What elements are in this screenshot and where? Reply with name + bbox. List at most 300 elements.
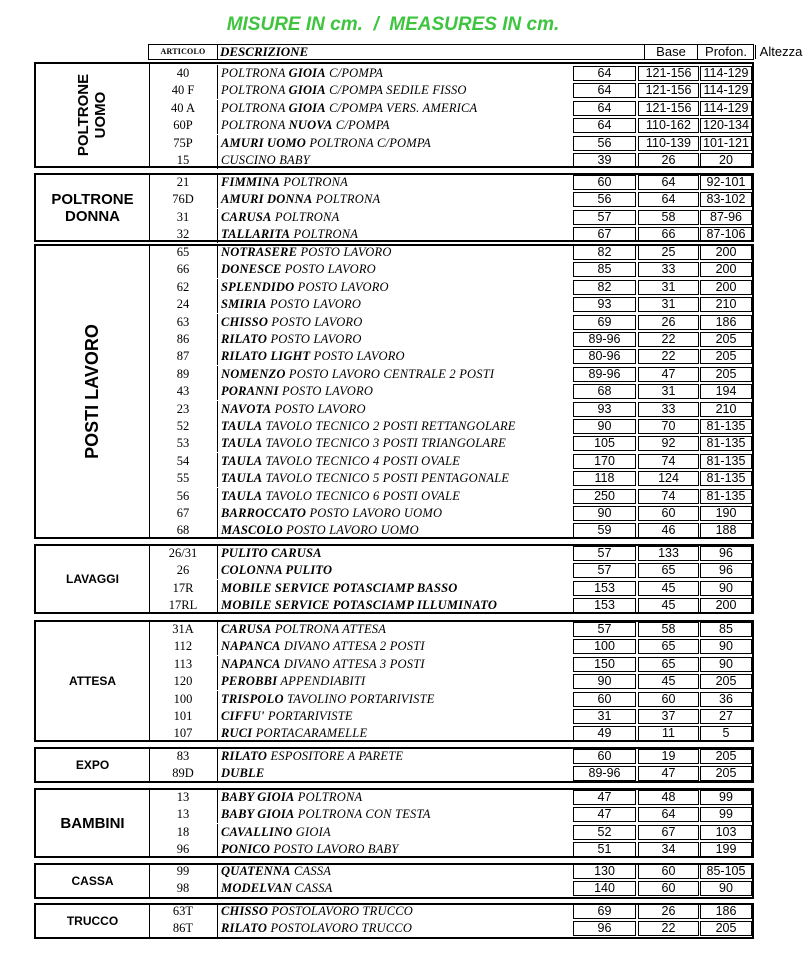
category-label <box>36 546 150 612</box>
article-code: 31A <box>172 622 194 636</box>
product-name: SPLENDIDO <box>221 279 295 294</box>
description <box>217 920 573 937</box>
article-code: 100 <box>173 691 193 706</box>
description-suffix: POLTRONA C/POMPA <box>306 135 431 150</box>
height-value: 96 <box>700 563 752 578</box>
base-value: 93 <box>573 297 636 312</box>
description <box>217 279 573 296</box>
base-value: 57 <box>573 622 636 637</box>
base-value: 64 <box>573 101 636 116</box>
product-name: COLONNA PULITO <box>221 563 333 578</box>
description <box>217 522 573 539</box>
description-prefix: POLTRONA <box>221 83 289 98</box>
base-value: 49 <box>573 726 636 741</box>
base-value: 60 <box>573 692 636 707</box>
table-row <box>149 903 752 920</box>
height-value: 20 <box>700 153 752 168</box>
depth-value: 26 <box>638 904 699 919</box>
description-suffix: POSTO LAVORO CENTRALE 2 POSTI <box>285 366 495 381</box>
description-suffix: POSTO LAVORO <box>268 314 363 329</box>
article-code: 40 A <box>171 100 195 115</box>
table-row <box>149 656 752 673</box>
product-name: CAVALLINO <box>221 824 293 839</box>
depth-value: 31 <box>638 297 699 312</box>
base-value: 93 <box>573 402 636 417</box>
depth-value: 47 <box>638 367 699 382</box>
base-value: 153 <box>573 581 636 596</box>
depth-value: 60 <box>638 864 699 879</box>
description-suffix: POSTO LAVORO UOMO <box>282 523 419 538</box>
description-suffix: DIVANO ATTESA 3 POSTI <box>280 656 425 671</box>
table-row <box>149 226 752 243</box>
product-name: MASCOLO <box>221 523 283 538</box>
depth-value: 74 <box>638 489 699 504</box>
description-suffix: POSTO LAVORO <box>281 262 376 277</box>
description <box>217 863 573 880</box>
table-row <box>149 673 752 690</box>
description <box>217 401 573 418</box>
article-code: 101 <box>173 709 193 723</box>
table-row <box>149 505 752 522</box>
article-code: 89 <box>176 366 190 381</box>
section-bambini <box>34 788 754 858</box>
height-value: 190 <box>700 506 752 521</box>
table-row <box>149 824 752 841</box>
description-suffix: C/POMPA VERS. AMERICA <box>325 100 478 115</box>
table-row <box>149 453 752 470</box>
product-name: CARUSA <box>221 622 272 636</box>
description <box>217 545 573 562</box>
description <box>217 841 573 858</box>
product-name: TAULA <box>221 419 263 433</box>
article-code: 56 <box>176 488 190 503</box>
height-value: 85-105 <box>700 864 752 879</box>
depth-value: 48 <box>638 790 699 805</box>
base-value: 56 <box>573 192 636 207</box>
description <box>217 135 573 152</box>
product-name: RILATO <box>221 332 268 346</box>
description-suffix: POLTRONA <box>294 790 363 804</box>
category-label <box>36 905 150 937</box>
depth-value: 110-162 <box>638 118 699 133</box>
section-expo <box>34 747 754 783</box>
table-row <box>149 863 752 880</box>
depth-value: 45 <box>638 581 699 596</box>
base-value: 59 <box>573 523 636 538</box>
description-prefix: POLTRONA <box>221 66 289 80</box>
table-row <box>149 638 752 655</box>
page-title: MISURE IN cm. / MEASURES IN cm. <box>226 14 560 35</box>
article-code: 87 <box>176 349 190 364</box>
height-value: 87-96 <box>700 210 752 225</box>
base-value: 130 <box>573 864 636 879</box>
product-name: BABY GIOIA <box>221 790 295 804</box>
category-label <box>36 622 150 740</box>
category-label <box>36 749 150 781</box>
category-label <box>36 175 150 240</box>
height-value: 200 <box>700 245 752 260</box>
description-suffix: TAVOLO TECNICO 4 POSTI OVALE <box>262 453 461 468</box>
base-value: 250 <box>573 489 636 504</box>
height-value: 81-135 <box>700 454 752 469</box>
product-name: AMURI DONNA <box>221 192 313 207</box>
description <box>217 903 573 920</box>
depth-value: 37 <box>638 709 699 724</box>
table-row <box>149 880 752 897</box>
table-row <box>149 82 752 99</box>
depth-value: 26 <box>638 153 699 168</box>
description-suffix: POSTO LAVORO BABY <box>270 842 399 857</box>
height-value: 186 <box>700 315 752 330</box>
table-row <box>149 562 752 579</box>
description <box>217 621 573 638</box>
base-value: 100 <box>573 639 636 654</box>
table-row <box>149 470 752 487</box>
article-code: 18 <box>176 824 190 839</box>
base-value: 68 <box>573 384 636 399</box>
product-name: NAVOTA <box>221 401 272 416</box>
base-value: 47 <box>573 807 636 822</box>
article-code: 31 <box>176 209 190 224</box>
table-row <box>149 117 752 134</box>
height-value: 186 <box>700 904 752 919</box>
product-name: GIOIA <box>288 66 326 80</box>
base-value: 47 <box>573 790 636 805</box>
description <box>217 383 573 400</box>
product-name: RILATO <box>221 921 268 936</box>
article-code: 60P <box>173 118 193 133</box>
base-value: 57 <box>573 563 636 578</box>
height-value: 205 <box>700 674 752 689</box>
depth-value: 34 <box>638 842 699 857</box>
table-row <box>149 691 752 708</box>
depth-value: 19 <box>638 749 699 764</box>
description <box>217 880 573 897</box>
article-code: 17RL <box>168 598 198 613</box>
category-text: POSTI LAVORO <box>82 324 102 459</box>
table-row <box>149 401 752 418</box>
section-cassa <box>34 863 754 899</box>
product-name: GIOIA <box>288 83 326 98</box>
height-value: 90 <box>700 639 752 654</box>
description <box>217 656 573 673</box>
product-name: RILATO <box>221 749 268 763</box>
header-articolo: ARTICOLO <box>149 45 218 59</box>
base-value: 89-96 <box>573 766 636 781</box>
table-row <box>149 789 752 806</box>
base-value: 64 <box>573 83 636 98</box>
header-altezza: Altezza <box>759 44 803 59</box>
table-row <box>149 383 752 400</box>
depth-value: 31 <box>638 384 699 399</box>
height-value: 81-135 <box>700 471 752 486</box>
depth-value: 45 <box>638 598 699 613</box>
table-row <box>149 348 752 365</box>
base-value: 105 <box>573 436 636 451</box>
table-row <box>149 806 752 823</box>
product-name: TAULA <box>221 471 263 486</box>
table-row <box>149 545 752 562</box>
height-value: 194 <box>700 384 752 399</box>
description-suffix: POLTRONA ATTESA <box>271 622 387 636</box>
article-code: 13 <box>176 807 190 822</box>
depth-value: 67 <box>638 825 699 840</box>
depth-value: 110-139 <box>638 136 699 151</box>
article-code: 120 <box>173 674 193 689</box>
article-code: 40 F <box>171 83 195 98</box>
height-value: 114-129 <box>700 83 752 98</box>
base-value: 140 <box>573 881 636 896</box>
description <box>217 418 573 435</box>
description-suffix: POLTRONA <box>312 192 381 207</box>
article-code: 13 <box>176 790 190 804</box>
description-suffix: TAVOLO TECNICO 5 POSTI PENTAGONALE <box>262 471 510 486</box>
height-value: 81-135 <box>700 436 752 451</box>
description-suffix: CASSA <box>292 881 333 896</box>
description-suffix: TAVOLINO PORTARIVISTE <box>283 691 435 706</box>
category-label <box>36 790 150 856</box>
description <box>217 366 573 383</box>
height-value: 85 <box>700 622 752 637</box>
description <box>217 348 573 365</box>
table-row <box>149 748 752 765</box>
category-text: CASSA <box>71 874 114 888</box>
table-row <box>149 209 752 226</box>
depth-value: 22 <box>638 349 699 364</box>
base-value: 69 <box>573 904 636 919</box>
article-code: 15 <box>176 153 190 167</box>
description-suffix: POSTO LAVORO <box>271 401 366 416</box>
description-prefix: POLTRONA <box>221 100 289 115</box>
article-code: 67 <box>176 506 190 520</box>
description-suffix: POLTRONA <box>290 227 359 242</box>
article-code: 113 <box>173 656 193 671</box>
height-value: 83-102 <box>700 192 752 207</box>
description <box>217 296 573 313</box>
height-value: 36 <box>700 692 752 707</box>
table-row <box>149 488 752 505</box>
description <box>217 65 573 82</box>
section-attesa <box>34 620 754 742</box>
depth-value: 74 <box>638 454 699 469</box>
base-value: 85 <box>573 262 636 277</box>
base-value: 57 <box>573 546 636 561</box>
category-label <box>36 246 150 537</box>
depth-value: 33 <box>638 262 699 277</box>
depth-value: 64 <box>638 192 699 207</box>
product-name: CHISSO <box>221 314 269 329</box>
product-name: NAPANCA <box>221 639 281 654</box>
article-code: 107 <box>173 726 193 741</box>
category-text: TRUCCO <box>66 914 119 928</box>
product-name: AMURI UOMO <box>221 135 307 150</box>
description-suffix: POSTOLAVORO TRUCCO <box>267 921 413 936</box>
base-value: 90 <box>573 674 636 689</box>
product-name: BARROCCATO <box>221 506 307 520</box>
base-value: 170 <box>573 454 636 469</box>
product-name: FIMMINA <box>221 175 281 189</box>
product-name: DONESCE <box>221 262 282 277</box>
category-label <box>36 64 150 166</box>
description <box>217 331 573 348</box>
category-text: LAVAGGI <box>66 572 119 586</box>
description-suffix: C/POMPA SEDILE FISSO <box>325 83 467 98</box>
article-code: 86T <box>172 921 194 936</box>
table-row <box>149 314 752 331</box>
depth-value: 22 <box>638 921 699 936</box>
description <box>217 673 573 690</box>
height-value: 200 <box>700 262 752 277</box>
depth-value: 58 <box>638 622 699 637</box>
article-code: 63T <box>172 904 194 918</box>
description <box>217 117 573 134</box>
table-row <box>149 580 752 597</box>
height-value: 210 <box>700 402 752 417</box>
description <box>217 488 573 505</box>
description-suffix: TAVOLO TECNICO 3 POSTI TRIANGOLARE <box>262 436 506 451</box>
depth-value: 26 <box>638 315 699 330</box>
height-value: 114-129 <box>700 101 752 116</box>
description-suffix: PORTACARAMELLE <box>252 726 368 741</box>
description-suffix: C/POMPA <box>325 66 384 80</box>
product-name: NUOVA <box>288 118 333 133</box>
height-value: 92-101 <box>700 175 752 190</box>
base-value: 82 <box>573 280 636 295</box>
description <box>217 174 573 191</box>
description <box>217 562 573 579</box>
height-value: 205 <box>700 349 752 364</box>
product-name: GIOIA <box>288 100 326 115</box>
category-text: BAMBINI <box>60 814 125 832</box>
table-row <box>149 621 752 638</box>
product-name: RUCI <box>221 726 253 741</box>
depth-value: 47 <box>638 766 699 781</box>
article-code: 17R <box>172 580 194 595</box>
description <box>217 244 573 261</box>
article-code: 23 <box>176 401 190 416</box>
article-code: 24 <box>176 297 190 312</box>
depth-value: 65 <box>638 563 699 578</box>
depth-value: 22 <box>638 332 699 347</box>
description <box>217 152 573 169</box>
description <box>217 597 573 614</box>
article-code: 98 <box>176 881 190 896</box>
height-value: 188 <box>700 523 752 538</box>
base-value: 31 <box>573 709 636 724</box>
table-row <box>149 279 752 296</box>
base-value: 39 <box>573 153 636 168</box>
product-name: TRISPOLO <box>221 691 284 706</box>
height-value: 205 <box>700 332 752 347</box>
description <box>217 824 573 841</box>
height-value: 200 <box>700 598 752 613</box>
description <box>217 806 573 823</box>
depth-value: 60 <box>638 881 699 896</box>
table-row <box>149 191 752 208</box>
depth-value: 64 <box>638 175 699 190</box>
description-suffix: POSTO LAVORO <box>297 245 392 259</box>
description <box>217 691 573 708</box>
base-value: 52 <box>573 825 636 840</box>
height-value: 205 <box>700 921 752 936</box>
depth-value: 60 <box>638 506 699 521</box>
product-name: TAULA <box>221 488 263 503</box>
depth-value: 45 <box>638 674 699 689</box>
description <box>217 638 573 655</box>
article-code: 112 <box>173 639 193 654</box>
depth-value: 11 <box>638 726 699 741</box>
article-code: 66 <box>176 262 190 277</box>
description-suffix: POSTO LAVORO <box>310 349 405 364</box>
depth-value: 70 <box>638 419 699 434</box>
description-suffix: POSTO LAVORO <box>267 332 362 346</box>
article-code: 62 <box>176 279 190 294</box>
height-value: 96 <box>700 546 752 561</box>
description <box>217 100 573 117</box>
article-code: 68 <box>176 523 190 538</box>
height-value: 199 <box>700 842 752 857</box>
article-code: 76D <box>172 192 194 207</box>
description-prefix: POLTRONA <box>221 118 289 133</box>
section-trucco <box>34 903 754 939</box>
table-row <box>149 841 752 858</box>
description <box>217 435 573 452</box>
description-suffix: ESPOSITORE A PARETE <box>267 749 404 763</box>
depth-value: 64 <box>638 807 699 822</box>
base-value: 89-96 <box>573 367 636 382</box>
base-value: 60 <box>573 175 636 190</box>
base-value: 153 <box>573 598 636 613</box>
article-code: 55 <box>176 471 190 486</box>
base-value: 56 <box>573 136 636 151</box>
article-code: 40 <box>176 66 190 80</box>
base-value: 60 <box>573 749 636 764</box>
article-code: 65 <box>176 245 190 259</box>
table-row <box>149 418 752 435</box>
depth-value: 58 <box>638 210 699 225</box>
product-name: MOBILE SERVICE POTASCIAMP ILLUMINATO <box>221 598 498 613</box>
height-value: 101-121 <box>700 136 752 151</box>
section-poltrone-donna <box>34 173 754 242</box>
depth-value: 66 <box>638 227 699 242</box>
description <box>217 505 573 522</box>
table-header <box>148 44 803 60</box>
description-suffix: POLTRONA CON TESTA <box>294 807 431 822</box>
depth-value: 121-156 <box>638 83 699 98</box>
product-name: TAULA <box>221 436 263 451</box>
category-text: ATTESA <box>68 674 117 688</box>
height-value: 90 <box>700 881 752 896</box>
article-code: 75P <box>173 135 193 150</box>
depth-value: 25 <box>638 245 699 260</box>
article-code: 96 <box>176 842 190 857</box>
description-suffix: POSTOLAVORO TRUCCO <box>268 904 414 918</box>
description <box>217 708 573 725</box>
base-value: 89-96 <box>573 332 636 347</box>
category-text: POLTRONE DONNA <box>51 190 134 225</box>
table-row <box>149 597 752 614</box>
product-name: CIFFU' <box>221 709 265 723</box>
description-suffix: TAVOLO TECNICO 6 POSTI OVALE <box>262 488 461 503</box>
description-suffix: DIVANO ATTESA 2 POSTI <box>280 639 425 654</box>
table-row <box>149 296 752 313</box>
table-row <box>149 65 752 82</box>
article-code: 86 <box>176 332 190 346</box>
base-value: 118 <box>573 471 636 486</box>
table-row <box>149 765 752 782</box>
description-suffix: APPENDIABITI <box>277 674 366 689</box>
depth-value: 65 <box>638 657 699 672</box>
